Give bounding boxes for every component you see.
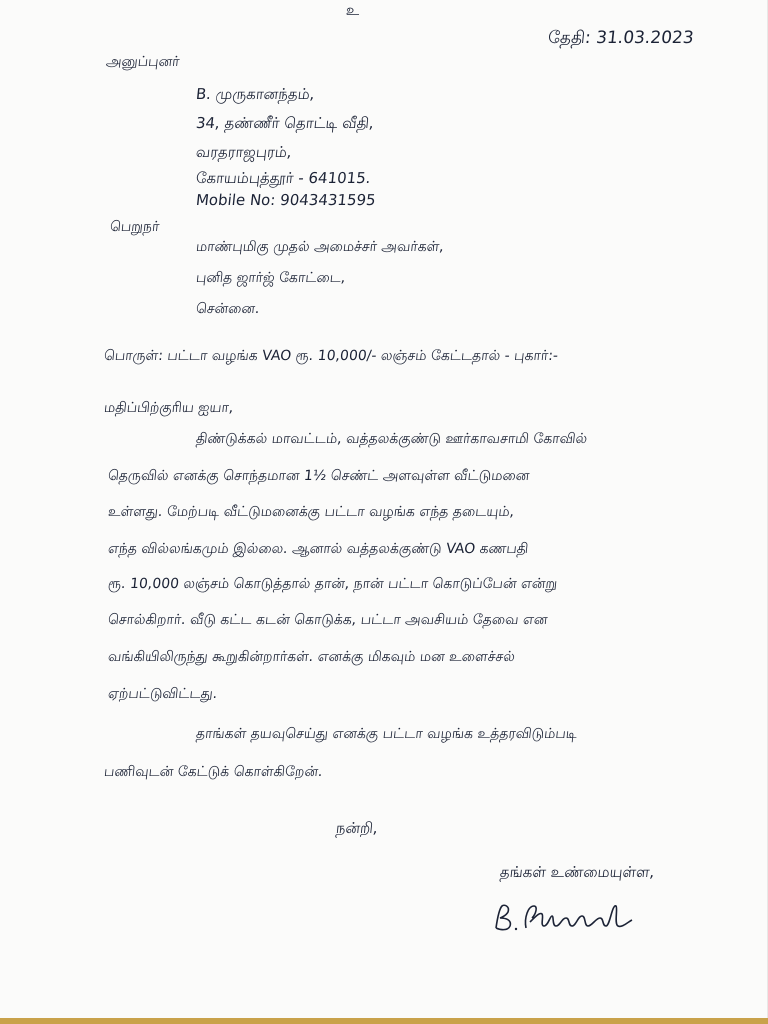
recipient-label: பெறுநர் (109, 219, 161, 235)
invocation-mark: உ (345, 1, 361, 19)
body-line: தெருவில் எனக்கு சொந்தமான 1½ செண்ட் அளவுள்ள வீட்டுமனை (107, 468, 531, 484)
page-bottom-strip (0, 1018, 768, 1024)
body-line: ரூ. 10,000 லஞ்சம் கொடுத்தால் தான், நான் பட்டா கொடுப்பேன் என்று (107, 576, 559, 592)
sender-line: கோயம்புத்தூர் - 641015. (195, 169, 372, 187)
letter-date: தேதி: 31.03.2023 (546, 28, 695, 48)
body-line: தாங்கள் தயவுசெய்து எனக்கு பட்டா வழங்க உத்தரவிடும்படி (195, 726, 578, 742)
signature-scribble (492, 898, 642, 938)
body-line: எந்த வில்லங்கமும் இல்லை. ஆனால் வத்தலக்குண்டு VAO கணபதி (107, 541, 530, 557)
sender-line: வரதராஜபுரம், (195, 143, 293, 161)
thanks-line: நன்றி, (335, 819, 379, 837)
sender-line: 34, தண்ணீர் தொட்டி வீதி, (195, 114, 375, 132)
body-line: பணிவுடன் கேட்டுக் கொள்கிறேன். (103, 764, 324, 780)
recipient-line: மாண்புமிகு முதல் அமைச்சர் அவர்கள், (195, 239, 445, 255)
letter-subject: பொருள்: பட்டா வழங்க VAO ரூ. 10,000/- லஞ்சம் கேட்டதால் - புகார்:- (103, 348, 559, 364)
recipient-line: சென்னை. (195, 301, 261, 317)
body-line: வங்கியிலிருந்து கூறுகின்றார்கள். எனக்கு மிகவும் மன உளைச்சல் (107, 649, 516, 665)
letter-salutation: மதிப்பிற்குரிய ஐயா, (103, 400, 235, 416)
body-line: சொல்கிறார். வீடு கட்ட கடன் கொடுக்க, பட்டா அவசியம் தேவை என (107, 612, 549, 628)
recipient-line: புனித ஜார்ஜ் கோட்டை, (195, 270, 347, 286)
body-line: திண்டுக்கல் மாவட்டம், வத்தலக்குண்டு ஊர்காவசாமி கோவில் (195, 431, 589, 447)
sender-line: B. முருகானந்தம், (195, 85, 316, 103)
body-line: உள்ளது. மேற்படி வீட்டுமனைக்கு பட்டா வழங்க எந்த தடையும், (107, 504, 515, 520)
sender-label: அனுப்புனர் (105, 54, 181, 70)
body-line: ஏற்பட்டுவிட்டது. (107, 686, 219, 702)
sign-off-line: தங்கள் உண்மையுள்ள, (499, 863, 656, 881)
sender-mobile: Mobile No: 9043431595 (195, 191, 377, 209)
handwritten-signature (492, 898, 642, 943)
